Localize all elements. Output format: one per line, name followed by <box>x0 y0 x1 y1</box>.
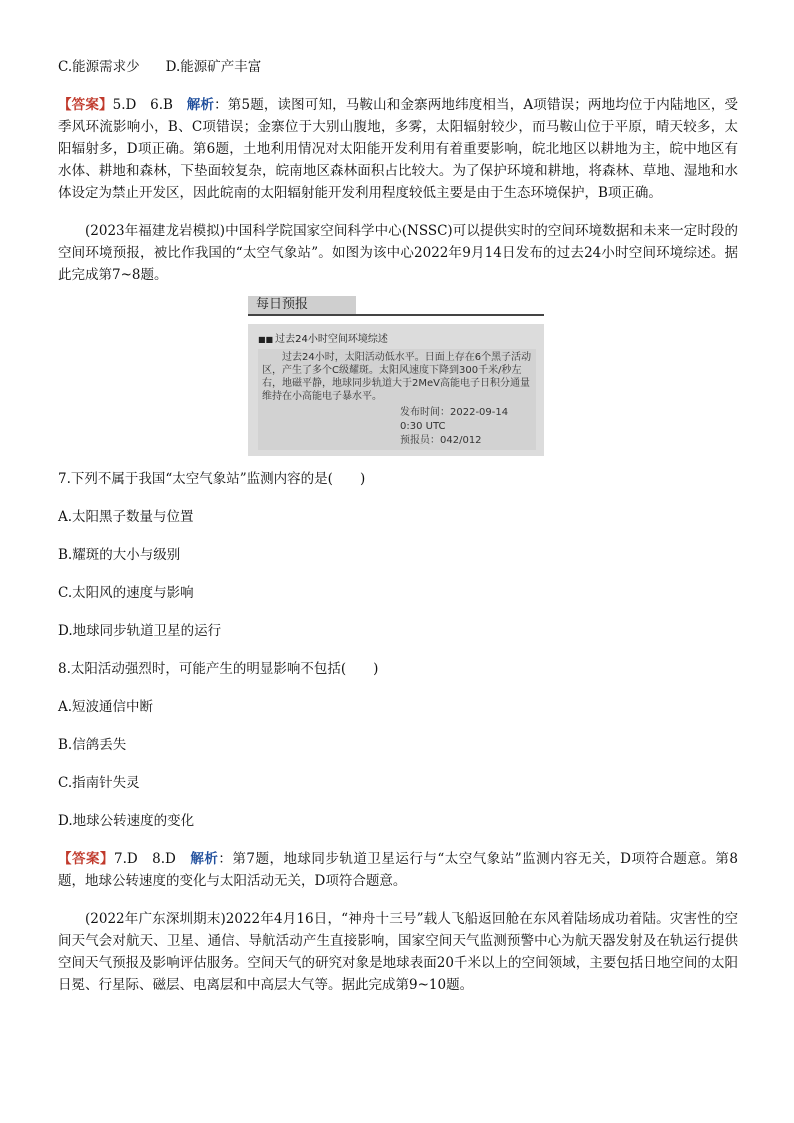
question-7-option-a: A.太阳黑子数量与位置 <box>58 509 194 525</box>
publish-label: 发布时间： <box>400 407 450 418</box>
answer-block-7-8 <box>58 848 738 892</box>
question-7-stem: 7.下列不属于我国“太空气象站”监测内容的是( ) <box>58 471 366 487</box>
analysis-label: 解析 <box>186 97 215 113</box>
question-7-option-c: C.太阳风的速度与影响 <box>58 585 194 601</box>
figure-body-text: 过去24小时，太阳活动低水平。日面上存在6个黑子活动区，产生了多个C级耀斑。太阳风速度下降到300千米/秒左右，地磁平静，地球同步轨道大于2MeV高能电子日积分通量维持在小高能电子暴水平。 <box>262 352 532 402</box>
analysis-label-2: 解析 <box>190 851 219 867</box>
question-8-option-c: C.指南针失灵 <box>58 775 140 791</box>
intro-7-8: (2023年福建龙岩模拟)中国科学院国家空间科学中心(NSSC)可以提供实时的空间环境数据和未来一定时段的空间环境预报，被比作我国的“太空气象站”。如图为该中心2022年9月14日发布的过去24小时空间环境综述。据此完成第7~8题。 <box>58 223 738 283</box>
answer-block-5-6 <box>58 94 738 204</box>
grid-bullet-icon: ■■ <box>258 335 274 344</box>
figure-body <box>258 349 536 450</box>
document-page <box>58 56 738 996</box>
question-7-option-d: D.地球同步轨道卫星的运行 <box>58 623 222 639</box>
figure-meta <box>262 406 532 448</box>
figure-tab-slant <box>330 296 354 314</box>
analysis-text-2: ：第7题，地球同步轨道卫星运行与“太空气象站”监测内容无关，D项符合题意。第8题，地球公转速度的变化与太阳活动无关，D项符合题意。 <box>58 851 738 889</box>
answer-values-2: 7.D 8.D <box>113 851 191 867</box>
figure-tab: 每日预报 <box>248 296 356 314</box>
figure-tab-bar <box>248 294 544 316</box>
option-d-prev: D.能源矿产丰富 <box>165 59 262 75</box>
answer-tag-2: 【答案】 <box>58 851 114 867</box>
figure-heading <box>258 330 536 345</box>
top-options <box>58 56 738 78</box>
publish-value: 2022-09-14 0:30 UTC <box>400 407 509 432</box>
forecaster-label: 预报员： <box>400 435 440 446</box>
answer-tag: 【答案】 <box>58 97 113 113</box>
question-7-option-b: B.耀斑的大小与级别 <box>58 547 181 563</box>
question-8-option-d: D.地球公转速度的变化 <box>58 813 195 829</box>
figure-heading-text: 过去24小时空间环境综述 <box>275 334 388 345</box>
option-c-prev: C.能源需求少 <box>58 59 140 75</box>
answer-values: 5.D 6.B <box>112 97 187 113</box>
analysis-text: ：第5题，读图可知，马鞍山和金寨两地纬度相当，A项错误；两地均位于内陆地区，受季风环流影响小，B、C项错误；金寨位于大别山腹地，多雾，太阳辐射较少，而马鞍山位于平原，晴天较多，太阳辐射多，D项正确。第6题，土地利用情况对太阳能开发利用有着重要影响，皖北地区以耕地为主，皖中地区有水体、耕地和森林，下垫面较复杂，皖南地区森林面积占比较大。为了保护环境和耕地，将森林、草地、湿地和水体设定为禁止开发区，因此皖南的太阳辐射能开发利用程度较低主要是由于生态环境保护，B项正确。 <box>58 97 739 201</box>
question-8-stem: 8.太阳活动强烈时，可能产生的明显影响不包括( ) <box>58 661 379 677</box>
figure-box <box>248 324 544 456</box>
forecaster-value: 042/012 <box>440 435 482 446</box>
daily-forecast-figure <box>248 294 544 456</box>
question-8-option-a: A.短波通信中断 <box>58 699 154 715</box>
question-8-option-b: B.信鸽丢失 <box>58 737 127 753</box>
intro-9-10: (2022年广东深圳期末)2022年4月16日，“神舟十三号”载人飞船返回舱在东风着陆场成功着陆。灾害性的空间天气会对航天、卫星、通信、导航活动产生直接影响，国家空间天气监测预警中心为航天器发射及在轨运行提供空间天气预报及影响评估服务。空间天气的研究对象是地球表面20千米以上的空间领域，主要包括日地空间的太阳日冕、行星际、磁层、电离层和中高层大气等。据此完成第9~10题。 <box>58 911 738 993</box>
